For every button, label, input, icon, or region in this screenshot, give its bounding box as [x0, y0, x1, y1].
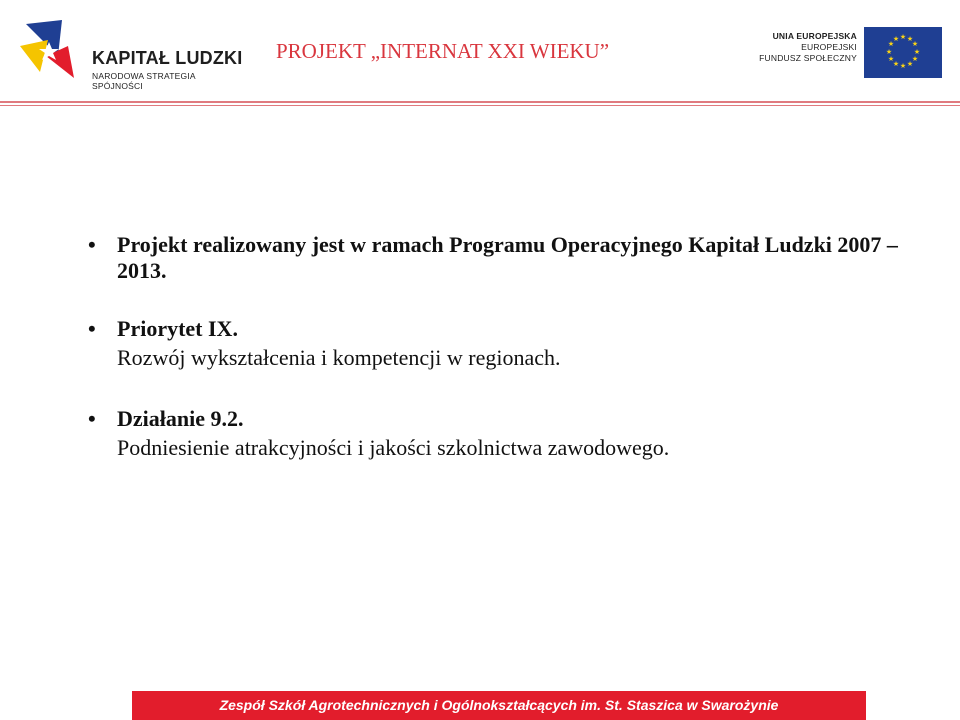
- footer-banner: Zespół Szkół Agrotechnicznych i Ogólnokształcących im. St. Staszica w Swarożynie: [132, 691, 866, 720]
- svg-text:★: ★: [906, 35, 914, 43]
- svg-text:★: ★: [887, 40, 895, 48]
- svg-text:★: ★: [892, 60, 900, 68]
- item-description: Rozwój wykształcenia i kompetencji w regionach.: [117, 345, 561, 370]
- svg-text:★: ★: [913, 48, 921, 56]
- header-divider: [0, 101, 960, 103]
- eu-line-3: FUNDUSZ SPOŁECZNY: [759, 53, 857, 63]
- item-heading: Działanie 9.2.: [117, 406, 244, 431]
- svg-text:★: ★: [885, 48, 893, 56]
- bullet: •: [88, 232, 96, 257]
- item-heading: Projekt realizowany jest w ramach Programu Operacyjnego Kapitał Ludzki 2007 – 2013.: [117, 232, 898, 283]
- kapital-ludzki-title: KAPITAŁ LUDZKI: [92, 48, 243, 68]
- svg-text:★: ★: [887, 55, 895, 63]
- bullet: •: [88, 406, 96, 431]
- header-divider-thin: [0, 105, 960, 106]
- list-item: [88, 232, 908, 284]
- kapital-ludzki-emblem-icon: [18, 16, 80, 86]
- eu-flag-icon: [864, 27, 942, 78]
- svg-text:★: ★: [899, 62, 907, 70]
- project-title: PROJEKT „INTERNAT XXI WIEKU”: [276, 39, 610, 63]
- eu-line-1: UNIA EUROPEJSKA: [772, 31, 857, 41]
- svg-text:★: ★: [911, 55, 919, 63]
- eu-line-2: EUROPEJSKI: [801, 42, 857, 52]
- item-description: Podniesienie atrakcyjności i jakości szkolnictwa zawodowego.: [117, 435, 670, 460]
- content-list: [88, 232, 908, 462]
- svg-text:★: ★: [906, 60, 914, 68]
- item-heading: Priorytet IX.: [117, 316, 238, 341]
- kapital-ludzki-logo: [12, 12, 246, 94]
- svg-text:★: ★: [892, 35, 900, 43]
- svg-text:★: ★: [899, 33, 907, 41]
- svg-text:★: ★: [911, 40, 919, 48]
- list-item: [88, 316, 908, 372]
- eu-logo-text: [759, 31, 857, 64]
- kapital-ludzki-subtitle: NARODOWA STRATEGIA SPÓJNOŚCI: [92, 71, 196, 91]
- list-item: [88, 406, 908, 462]
- bullet: •: [88, 316, 96, 341]
